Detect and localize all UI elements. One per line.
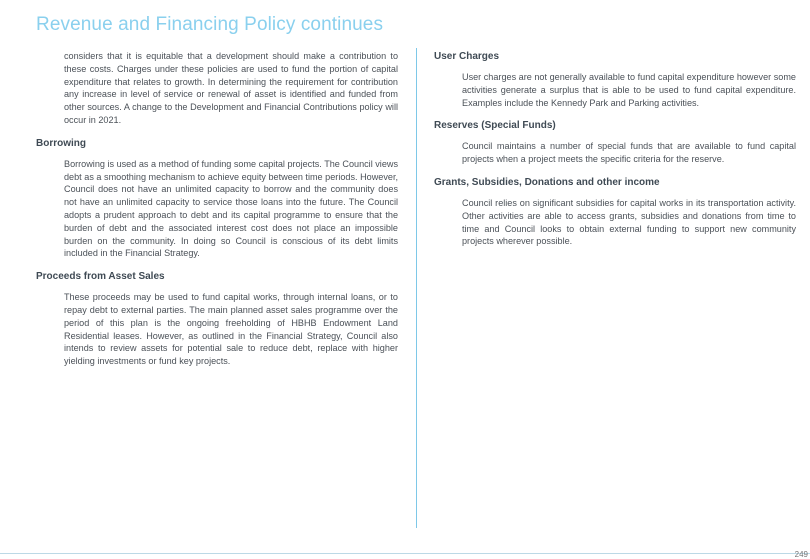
reserves-section (434, 119, 796, 166)
right-column (434, 50, 796, 258)
footer-rule (0, 553, 810, 554)
user-charges-section (434, 50, 796, 109)
grants-heading: Grants, Subsidies, Donations and other income (434, 176, 660, 188)
asset-sales-heading: Proceeds from Asset Sales (36, 271, 165, 283)
asset-sales-section (36, 270, 398, 368)
left-column (36, 50, 398, 378)
grants-section (434, 176, 796, 248)
reserves-paragraph: Council maintains a number of special funds that are available to fund capital projects when a project meets the specific criteria for the reserve. (462, 141, 796, 165)
reserves-heading: Reserves (Special Funds) (434, 120, 556, 132)
grants-paragraph: Council relies on significant subsidies for capital works in its transportation activity. Other activities are able to access grants, subsidies and donations from time to time and Council looks to obtain external funding to support new community projects wherever possible. (462, 197, 796, 247)
asset-sales-paragraph: These proceeds may be used to fund capital works, through internal loans, or to repay debt to external parties. The main planned asset sales programme over the period of this plan is the ongoing freeholding of HBHB Endowment Land Residential leases. However, as outlined in the Financial Strategy, Council also intends to review assets for potential sale to reduce debt, replace with higher yielding investments or fund key projects. (64, 292, 398, 367)
borrowing-heading: Borrowing (36, 137, 86, 149)
user-charges-heading: User Charges (434, 51, 500, 62)
page-number: 249 (794, 550, 808, 559)
borrowing-paragraph: Borrowing is used as a method of funding some capital projects. The Council views debt as a smoothing mechanism to achieve equity between time periods. However, Council does not have an unlimited capacity to borrow and the community does not have an unlimited capacity to service those loans into the future. The Council adopts a prudent approach to debt and its capital programme to ensure that the burden of debt and the associated interest cost does not place an impossible burden on the community. In doing so Council is conscious of its debt limits included in the Financial Strategy. (64, 158, 398, 259)
page-title: Revenue and Financing Policy continues (36, 14, 384, 35)
borrowing-section (36, 137, 398, 260)
user-charges-paragraph: User charges are not generally available to fund capital expenditure however some activities generate a surplus that is able to be used to fund capital expenditure. Examples include the Kennedy Park and Parking activities. (462, 72, 796, 108)
continuation-paragraph: considers that it is equitable that a development should make a contribution to these costs. Charges under these policies are used to fund the portion of capital expenditure that relates to growth. In determining the requirement for contribution any increase in level of service or renewal of asset is identified and funded from other sources. A change to the Development and Financial Contributions policy will occur in 2021. (64, 51, 398, 125)
column-divider (416, 48, 417, 528)
